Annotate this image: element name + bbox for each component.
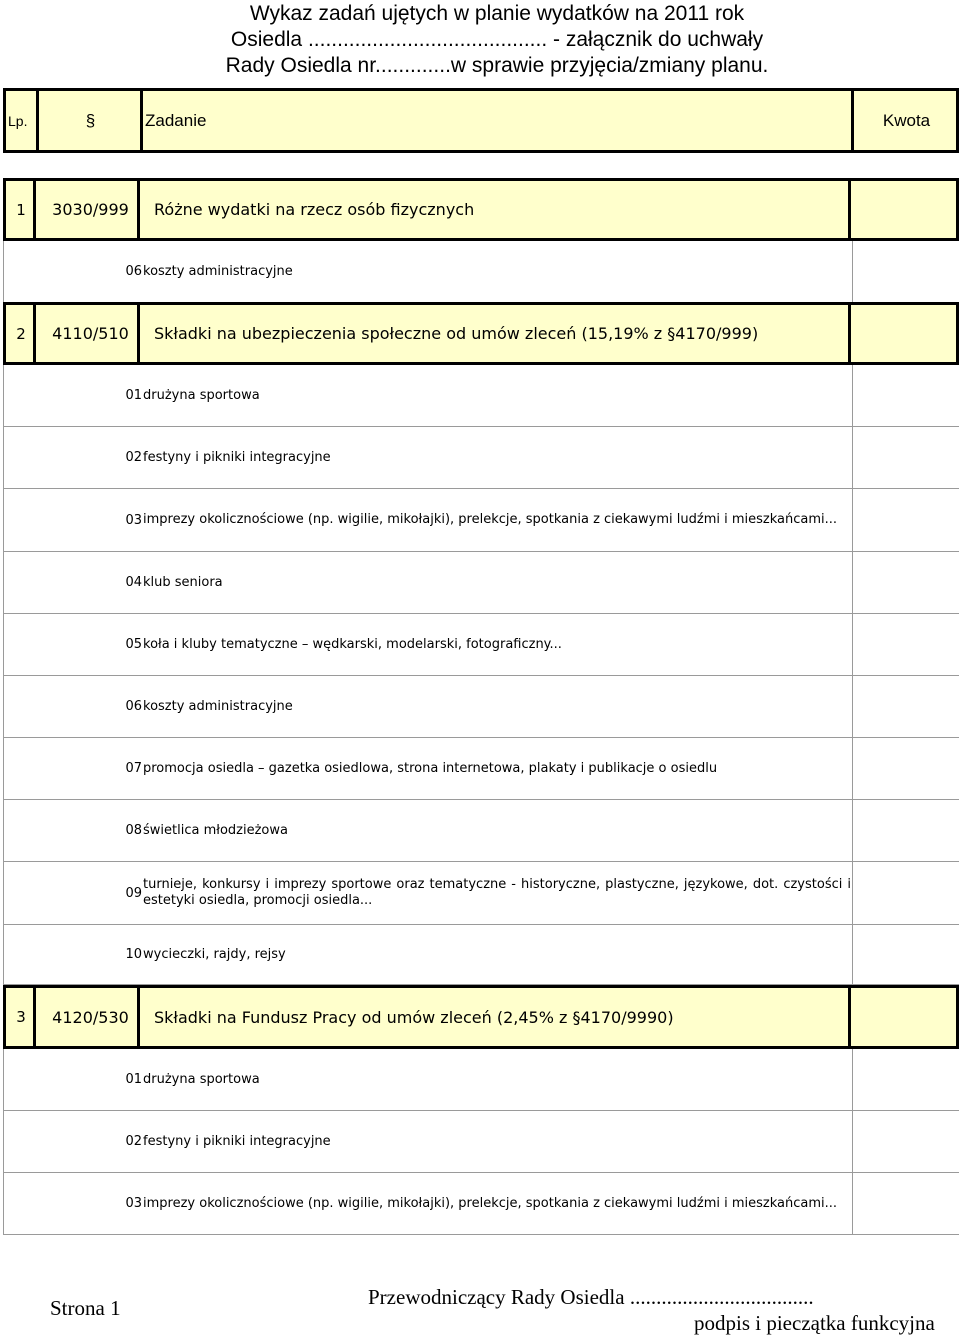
page-number: Strona 1 <box>50 1296 121 1320</box>
sub-code: 01 <box>125 388 142 403</box>
header-kwota: Kwota <box>882 110 931 130</box>
sub-description-text: turnieje, konkursy i imprezy sportowe oraz tematyczne - historyczne, plastyczne, językowe, dot. czystości i estetyki osiedla, promocji osiedla... <box>143 877 851 908</box>
signature-caption: podpis i pieczątka funkcyjna <box>694 1311 935 1335</box>
sub-amount[interactable] <box>853 800 959 861</box>
cell-divider <box>137 988 140 1046</box>
sub-code: 08 <box>125 823 142 838</box>
sub-amount[interactable] <box>853 1111 959 1172</box>
row-description <box>154 988 844 1046</box>
sub-code: 09 <box>125 885 142 901</box>
title-line-2: Osiedla ......................................... - załącznik do uchwały <box>230 28 764 51</box>
sub-description <box>143 1049 851 1110</box>
table-header <box>3 88 959 153</box>
sub-description-text: promocja osiedla – gazetka osiedlowa, strona internetowa, plakaty i publikacje o osiedlu <box>143 760 718 776</box>
sub-description-text: imprezy okolicznościowe (np. wigilie, mikołajki), prelekcje, spotkania z ciekawymi ludźmi i mieszkańcami... <box>143 512 838 527</box>
row-description-text: Różne wydatki na rzecz osób fizycznych <box>154 200 475 219</box>
row-amount[interactable] <box>851 988 956 1046</box>
table-row-main <box>3 985 959 1049</box>
sub-code: 05 <box>125 637 142 652</box>
row-description <box>154 305 844 362</box>
sub-code: 02 <box>125 450 142 465</box>
sub-description <box>143 427 851 488</box>
sub-description <box>143 1173 851 1234</box>
sub-amount[interactable] <box>853 738 959 799</box>
sub-code: 06 <box>125 264 142 279</box>
row-number: 3 <box>16 1008 26 1026</box>
table-row-sub <box>3 552 959 614</box>
sub-code: 03 <box>125 512 142 528</box>
sub-amount[interactable] <box>853 1049 959 1110</box>
sub-amount[interactable] <box>853 1173 959 1234</box>
table-row-sub <box>3 862 959 925</box>
sub-description-text: koła i kluby tematyczne – wędkarski, modelarski, fotograficzny... <box>143 636 562 652</box>
row-amount[interactable] <box>851 305 956 362</box>
cell-divider <box>137 305 140 362</box>
sub-code: 06 <box>125 699 142 714</box>
header-zadanie-label: Zadanie <box>145 110 207 130</box>
table-row-main <box>3 178 959 241</box>
sub-amount[interactable] <box>853 365 959 426</box>
sub-description <box>143 738 851 799</box>
sub-description-text: klub seniora <box>143 574 223 590</box>
table-row-sub <box>3 489 959 552</box>
table-row-sub <box>3 241 959 303</box>
row-description-text: Składki na Fundusz Pracy od umów zleceń (2,45% z §4170/9990) <box>154 1007 674 1027</box>
sub-amount[interactable] <box>853 489 959 551</box>
sub-amount[interactable] <box>853 427 959 488</box>
sub-description-text: koszty administracyjne <box>143 698 293 714</box>
sub-description-text: świetlica młodzieżowa <box>143 822 288 838</box>
row-description <box>154 181 844 238</box>
sub-code: 03 <box>125 1196 142 1211</box>
sub-description-text: koszty administracyjne <box>143 263 293 279</box>
sub-code: 04 <box>125 575 142 590</box>
sub-code: 01 <box>125 1072 142 1087</box>
cell-divider <box>33 181 36 238</box>
chair-signature-line: Przewodniczący Rady Osiedla ................................... <box>368 1285 814 1309</box>
sub-description-text: festyny i pikniki integracyjne <box>143 1133 331 1149</box>
sub-description <box>143 1111 851 1172</box>
sub-amount[interactable] <box>853 241 959 302</box>
sub-amount[interactable] <box>853 676 959 737</box>
title-line-1: Wykaz zadań ujętych w planie wydatków na 2011 rok <box>249 2 745 25</box>
table-row-sub <box>3 800 959 862</box>
row-paragraph: 3030/999 <box>52 200 129 219</box>
header-zadanie <box>143 91 851 150</box>
table-row-sub <box>3 614 959 676</box>
header-paragraph: § <box>85 110 96 130</box>
title-line-3: Rady Osiedla nr.............w sprawie przyjęcia/zmiany planu. <box>225 54 769 77</box>
table-row-sub <box>3 738 959 800</box>
row-description-text: Składki na ubezpieczenia społeczne od umów zleceń (15,19% z §4170/999) <box>154 324 759 343</box>
table-row-sub <box>3 1173 959 1235</box>
sub-code: 07 <box>125 761 142 776</box>
sub-description <box>143 676 851 737</box>
sub-description <box>143 925 851 984</box>
table-row-main <box>3 302 959 365</box>
table-row-sub <box>3 427 959 489</box>
table-row-sub <box>3 1111 959 1173</box>
row-paragraph: 4110/510 <box>52 324 129 343</box>
table-row-sub <box>3 365 959 427</box>
sub-code: 02 <box>125 1134 142 1149</box>
sub-description <box>143 800 851 861</box>
cell-divider <box>33 305 36 362</box>
sub-description-text: imprezy okolicznościowe (np. wigilie, mikołajki), prelekcje, spotkania z ciekawymi ludźmi i mieszkańcami... <box>143 1195 838 1211</box>
sub-code: 10 <box>125 947 142 962</box>
sub-description <box>143 862 851 924</box>
document-title <box>0 0 960 79</box>
sub-description <box>143 614 851 675</box>
row-number: 2 <box>16 324 26 343</box>
table-row-sub <box>3 1049 959 1111</box>
sub-description-text: wycieczki, rajdy, rejsy <box>143 946 286 962</box>
table-row-sub <box>3 676 959 738</box>
sub-description-text: festyny i pikniki integracyjne <box>143 449 331 465</box>
sub-amount[interactable] <box>853 862 959 924</box>
sub-description-text: drużyna sportowa <box>143 387 260 403</box>
row-amount[interactable] <box>851 181 956 238</box>
sub-description <box>143 552 851 613</box>
table-row-sub <box>3 925 959 985</box>
sub-description-text: drużyna sportowa <box>143 1071 260 1087</box>
sub-description <box>143 241 851 302</box>
cell-divider <box>33 988 36 1046</box>
sub-description <box>143 365 851 426</box>
sub-amount[interactable] <box>853 614 959 675</box>
row-paragraph: 4120/530 <box>52 1007 129 1027</box>
sub-description <box>143 489 851 551</box>
sub-amount[interactable] <box>853 925 959 984</box>
header-lp: Lp. <box>8 112 28 129</box>
sub-amount[interactable] <box>853 552 959 613</box>
cell-divider <box>137 181 140 238</box>
row-number: 1 <box>16 200 26 219</box>
